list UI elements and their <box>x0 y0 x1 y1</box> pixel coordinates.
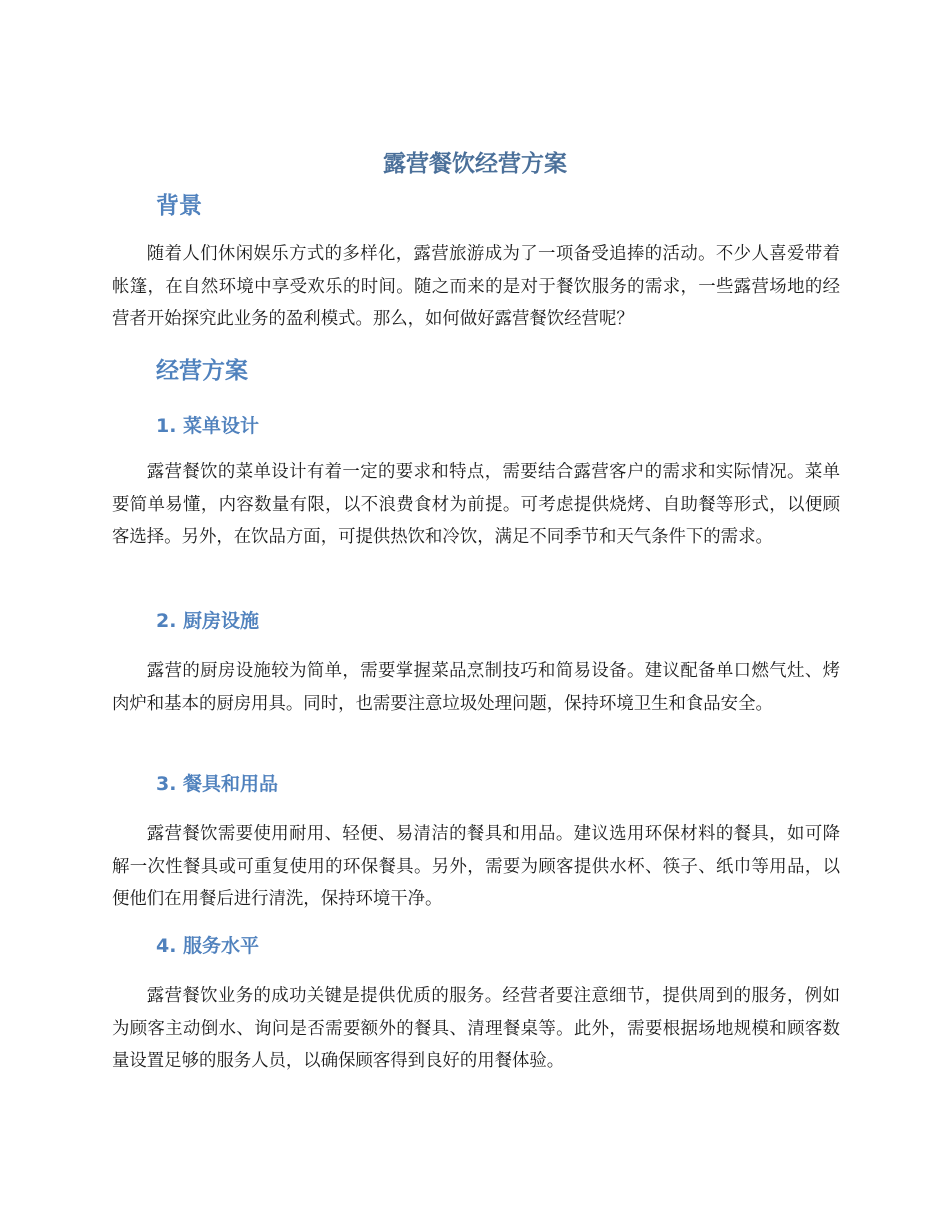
heading-menu-design: 1. 菜单设计 <box>156 415 260 437</box>
heading-service-level: 4. 服务水平 <box>156 935 260 957</box>
heading-tableware: 3. 餐具和用品 <box>156 773 279 795</box>
heading-kitchen-facilities: 2. 厨房设施 <box>156 610 260 632</box>
document-title: 露营餐饮经营方案 <box>383 151 567 177</box>
paragraph-menu-design: 露营餐饮的菜单设计有着一定的要求和特点，需要结合露营客户的需求和实际情况。菜单要简单易懂，内容数量有限，以不浪费食材为前提。可考虑提供烧烤、自助餐等形式，以便顾客选择。另外，在饮品方面，可提供热饮和冷饮，满足不同季节和天气条件下的需求。 <box>112 462 840 548</box>
paragraph-service-level: 露营餐饮业务的成功关键是提供优质的服务。经营者要注意细节，提供周到的服务，例如为顾客主动倒水、询问是否需要额外的餐具、清理餐桌等。此外，需要根据场地规模和顾客数量设置足够的服务人员，以确保顾客得到良好的用餐体验。 <box>112 986 840 1072</box>
paragraph-background: 随着人们休闲娱乐方式的多样化，露营旅游成为了一项备受追捧的活动。不少人喜爱带着帐篷，在自然环境中享受欢乐的时间。随之而来的是对于餐饮服务的需求，一些露营场地的经营者开始探究此业务的盈利模式。那么，如何做好露营餐饮经营呢？ <box>112 244 840 330</box>
paragraph-tableware: 露营餐饮需要使用耐用、轻便、易清洁的餐具和用品。建议选用环保材料的餐具，如可降解一次性餐具或可重复使用的环保餐具。另外，需要为顾客提供水杯、筷子、纸巾等用品，以便他们在用餐后进行清洗，保持环境干净。 <box>112 824 840 910</box>
heading-background: 背景 <box>156 193 202 219</box>
paragraph-kitchen-facilities: 露营的厨房设施较为简单，需要掌握菜品烹制技巧和简易设备。建议配备单口燃气灶、烤肉炉和基本的厨房用具。同时，也需要注意垃圾处理问题，保持环境卫生和食品安全。 <box>112 661 840 714</box>
heading-plan: 经营方案 <box>156 358 248 384</box>
